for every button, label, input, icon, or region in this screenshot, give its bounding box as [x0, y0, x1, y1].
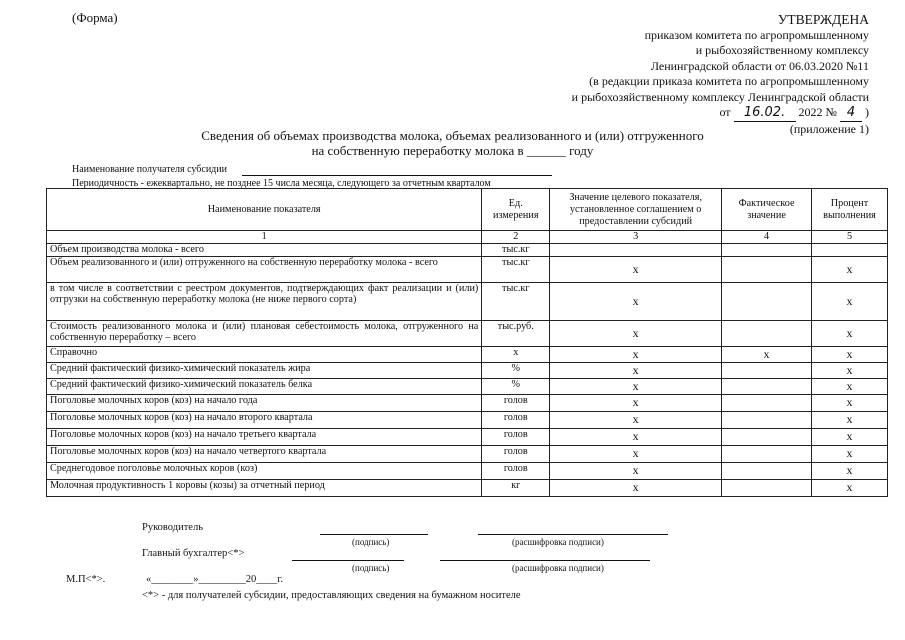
data-table	[46, 188, 888, 497]
approval-heading: УТВЕРЖДЕНА	[777, 12, 869, 27]
row-name: Среднегодовое поголовье молочных коров (коз)	[47, 462, 482, 479]
appendix-label: (приложение 1)	[789, 121, 869, 136]
row-percent: x	[812, 282, 888, 320]
table-row	[47, 320, 888, 346]
row-actual	[722, 378, 812, 394]
accountant-label: Главный бухгалтер<*>	[142, 548, 245, 559]
row-percent: x	[812, 378, 888, 394]
accountant-decoding-line	[440, 560, 650, 561]
row-unit: голов	[482, 411, 550, 428]
row-target: x	[550, 479, 722, 496]
title-line: Сведения об объемах производства молока, объемах реализованного и (или) отгруженного	[201, 128, 704, 143]
row-unit: x	[482, 346, 550, 362]
date-line: «________»_________20____г.	[146, 574, 283, 585]
row-target: x	[550, 445, 722, 462]
row-percent: x	[812, 394, 888, 411]
row-percent: x	[812, 479, 888, 496]
row-name: Стоимость реализованного молока и (или) плановая себестоимость молока, отгруженного на собственную переработку – всего	[47, 320, 482, 346]
col-number: 1	[47, 231, 482, 244]
decoding-caption: (расшифровка подписи)	[512, 563, 604, 573]
header-name: Наименование показателя	[47, 189, 482, 231]
approval-line: и рыбохозяйственному комплексу	[695, 43, 869, 57]
row-name: Объем реализованного и (или) отгруженного на собственную переработку молока - всего	[47, 256, 482, 282]
row-actual	[722, 362, 812, 378]
row-name: в том числе в соответствии с реестром документов, подтверждающих факт реализации и (или) отгрузки на собственную переработку молока (не ниже первого сорта)	[47, 282, 482, 320]
col-number: 2	[482, 231, 550, 244]
row-name: Средний фактический физико-химический показатель жира	[47, 362, 482, 378]
signature-caption: (подпись)	[352, 563, 390, 573]
row-target: x	[550, 346, 722, 362]
row-actual	[722, 256, 812, 282]
approval-block	[389, 12, 869, 137]
row-actual	[722, 462, 812, 479]
row-unit: %	[482, 362, 550, 378]
table-row	[47, 346, 888, 362]
handwritten-date: 16.02.	[734, 105, 796, 122]
col-number: 5	[812, 231, 888, 244]
header-actual: Фактическое значение	[722, 189, 812, 231]
year-text: 2022 №	[798, 105, 837, 119]
row-name: Поголовье молочных коров (коз) на начало третьего квартала	[47, 428, 482, 445]
table-row	[47, 479, 888, 496]
row-name: Поголовье молочных коров (коз) на начало четвертого квартала	[47, 445, 482, 462]
table-row	[47, 378, 888, 394]
row-percent: x	[812, 462, 888, 479]
row-percent: x	[812, 362, 888, 378]
table-row	[47, 411, 888, 428]
document-title	[0, 128, 905, 158]
row-actual	[722, 411, 812, 428]
footnote: <*> - для получателей субсидии, предоставляющих сведения на бумажном носителе	[142, 590, 521, 601]
recipient-label: Наименование получателя субсидии	[72, 164, 227, 175]
row-percent: x	[812, 411, 888, 428]
recipient-row	[72, 164, 227, 175]
col-number: 4	[722, 231, 812, 244]
handwritten-number: 4	[840, 105, 862, 122]
row-percent: x	[812, 346, 888, 362]
signature-caption: (подпись)	[352, 537, 390, 547]
approval-date-line	[389, 105, 869, 122]
row-unit: тыс.кг	[482, 244, 550, 257]
row-percent	[812, 244, 888, 257]
table-row	[47, 428, 888, 445]
row-unit: тыс.руб.	[482, 320, 550, 346]
close-paren: )	[865, 105, 869, 119]
row-actual	[722, 479, 812, 496]
recipient-underline	[242, 175, 552, 176]
table-row	[47, 462, 888, 479]
row-name: Поголовье молочных коров (коз) на начало второго квартала	[47, 411, 482, 428]
title-line: на собственную переработку молока в ______ году	[311, 143, 594, 158]
accountant-signature-line	[292, 560, 404, 561]
row-target: x	[550, 362, 722, 378]
approval-line: приказом комитета по агропромышленному	[644, 27, 869, 42]
row-unit: голов	[482, 428, 550, 445]
row-percent: x	[812, 256, 888, 282]
table-row	[47, 244, 888, 257]
row-actual	[722, 282, 812, 320]
row-target: x	[550, 428, 722, 445]
row-name: Поголовье молочных коров (коз) на начало года	[47, 394, 482, 411]
head-signature-line	[320, 534, 428, 535]
header-percent: Процент выполнения	[812, 189, 888, 231]
row-unit: голов	[482, 445, 550, 462]
row-unit: тыс.кг	[482, 282, 550, 320]
head-label: Руководитель	[142, 522, 203, 533]
row-name: Объем производства молока - всего	[47, 244, 482, 257]
col-number: 3	[550, 231, 722, 244]
date-prefix: от	[719, 105, 731, 119]
row-unit: голов	[482, 394, 550, 411]
form-label: (Форма)	[72, 10, 118, 25]
row-name: Молочная продуктивность 1 коровы (козы) за отчетный период	[47, 479, 482, 496]
row-target	[550, 244, 722, 257]
row-actual	[722, 320, 812, 346]
row-actual	[722, 394, 812, 411]
row-name: Справочно	[47, 346, 482, 362]
row-target: x	[550, 411, 722, 428]
approval-line: и рыбохозяйственному комплексу Ленинградской области	[571, 89, 869, 104]
row-target: x	[550, 320, 722, 346]
row-unit: %	[482, 378, 550, 394]
table-row	[47, 362, 888, 378]
approval-line: (в редакции приказа комитета по агропромышленному	[589, 74, 869, 88]
row-target: x	[550, 256, 722, 282]
row-unit: голов	[482, 462, 550, 479]
header-target: Значение целевого показателя, установленное соглашением о предоставлении субсидий	[550, 189, 722, 231]
row-actual	[722, 445, 812, 462]
row-percent: x	[812, 428, 888, 445]
table-row	[47, 282, 888, 320]
row-target: x	[550, 394, 722, 411]
stamp-label: М.П<*>.	[66, 574, 106, 585]
row-target: x	[550, 282, 722, 320]
row-target: x	[550, 462, 722, 479]
header-unit: Ед. измерения	[482, 189, 550, 231]
row-target: x	[550, 378, 722, 394]
row-actual	[722, 428, 812, 445]
table-row	[47, 394, 888, 411]
row-percent: x	[812, 445, 888, 462]
row-unit: тыс.кг	[482, 256, 550, 282]
row-actual	[722, 244, 812, 257]
row-unit: кг	[482, 479, 550, 496]
decoding-caption: (расшифровка подписи)	[512, 537, 604, 547]
table-row	[47, 256, 888, 282]
periodicity: Периодичность - ежеквартально, не позднее 15 числа месяца, следующего за отчетным кварталом	[72, 178, 491, 189]
head-decoding-line	[478, 534, 668, 535]
row-name: Средний фактический физико-химический показатель белка	[47, 378, 482, 394]
row-percent: x	[812, 320, 888, 346]
row-actual: x	[722, 346, 812, 362]
approval-line: Ленинградской области от 06.03.2020 №11	[650, 58, 869, 73]
table-row	[47, 445, 888, 462]
